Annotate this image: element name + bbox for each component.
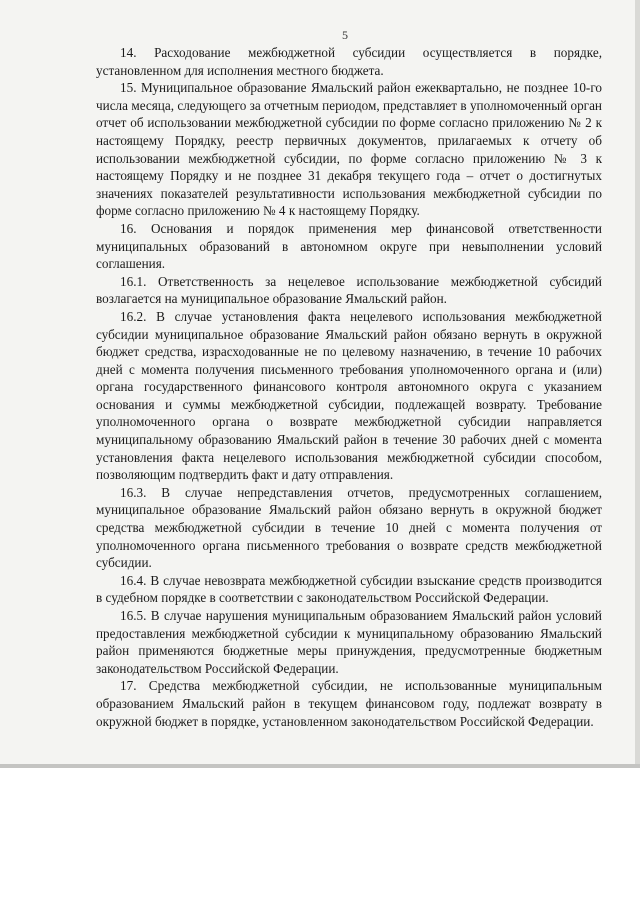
- paragraph-16-1: 16.1. Ответственность за нецелевое использование межбюджетной субсидий возлагается на муниципальное образование Ямальский район.: [96, 273, 602, 307]
- paragraph-16-3: 16.3. В случае непредставления отчетов, предусмотренных соглашением, муниципальное образование Ямальский район обязано вернуть в окружной бюджет средства межбюджетной субсидии в течение 10 дней с момента получения от уполномоченного органа письменного требования о возврате средств межбюджетной субсидии.: [96, 484, 602, 571]
- paragraph-16-5: 16.5. В случае нарушения муниципальным образованием Ямальский район условий предоставления межбюджетной субсидии к муниципальному образованию Ямальский район применяются бюджетные меры принуждения, предусмотренные бюджетным законодательством Российской Федерации.: [96, 608, 602, 676]
- paragraph-17: 17. Средства межбюджетной субсидии, не использованные муниципальным образованием Ямальский район в текущем финансовом году, подлежат возврату в окружной бюджет в порядке, установленном законодательством Российской Федерации.: [96, 678, 602, 729]
- paragraph-14: 14. Расходование межбюджетной субсидии осуществляется в порядке, установленном для исполнения местного бюджета.: [96, 45, 602, 78]
- page-number: 5: [342, 28, 348, 42]
- paragraph-16-4: 16.4. В случае невозврата межбюджетной субсидии взыскание средств производится в судебном порядке в соответствии с законодательством Российской Федерации.: [96, 572, 602, 606]
- paragraph-16-2: 16.2. В случае установления факта нецелевого использования межбюджетной субсидии муниципальное образование Ямальский район обязано вернуть в окружной бюджет средства, израсходованные не по целевому назначению, в течение 10 рабочих дней с момента получения письменного требования уполномоченного органа и (или) органа государственного финансового контроля автономного округа с указанием основания и суммы межбюджетной субсидии, подлежащей возврату. Требование уполномоченного органа о возврате межбюджетной субсидии направляется муниципальному образованию Ямальский район в течение 30 рабочих дней с момента установления факта нецелевого использования межбюджетной субсидии способом, позволяющим подтвердить факт и дату отправления.: [96, 308, 602, 483]
- paragraph-16: 16. Основания и порядок применения мер финансовой ответственности муниципальных образований в автономном округе при невыполнении условий соглашения.: [96, 220, 602, 272]
- document-body: [96, 44, 602, 730]
- scan-edge-right: [635, 0, 640, 768]
- paragraph-15: 15. Муниципальное образование Ямальский район ежеквартально, не позднее 10-го числа месяца, следующего за отчетным периодом, представляет в уполномоченный орган отчет об использовании межбюджетной субсидии по форме согласно приложению № 2 к настоящему Порядку, реестр первичных документов, прилагаемых к отчету об использовании межбюджетной субсидии, по форме согласно приложению № 3 к настоящему Порядку и не позднее 31 декабря текущего года – отчет о достигнутых значениях показателей результативности использования межбюджетной субсидии по форме согласно приложению № 4 к настоящему Порядку.: [96, 80, 602, 219]
- blank-margin: [0, 768, 640, 905]
